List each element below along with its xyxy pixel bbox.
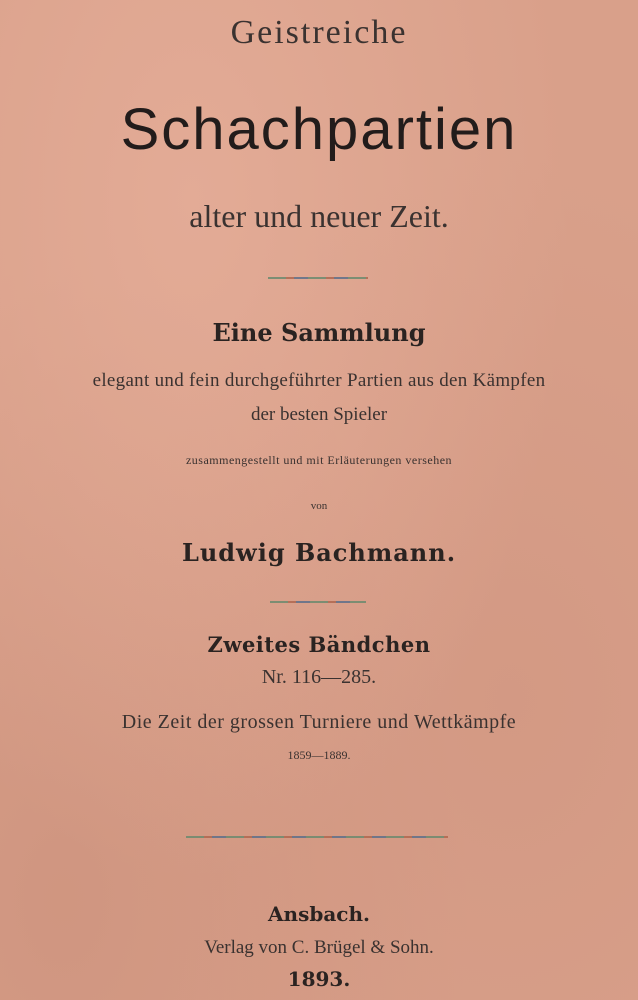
publication-year: 1893. xyxy=(287,967,351,991)
description-line-2: der besten Spieler xyxy=(250,404,388,425)
publication-place: Ansbach. xyxy=(268,902,370,926)
title-line-alter-und-neuer-zeit: alter und neuer Zeit. xyxy=(189,198,449,234)
description-line-1: elegant und fein durchgeführter Partien aus den Kämpfen xyxy=(92,370,546,391)
by-word: von xyxy=(310,500,328,512)
volume-label: Zweites Bändchen xyxy=(207,632,431,657)
compiled-note: zusammengestellt und mit Erläuterungen versehen xyxy=(185,453,453,467)
decorative-rule xyxy=(270,601,366,603)
publisher: Verlag von C. Brügel & Sohn. xyxy=(204,937,434,958)
subtitle-eine-sammlung: Eine Sammlung xyxy=(212,318,426,347)
title-line-geistreiche: Geistreiche xyxy=(230,14,408,51)
volume-years: 1859—1889. xyxy=(287,748,351,762)
volume-subtitle: Die Zeit der grossen Turniere und Wettkämpfe xyxy=(121,711,517,733)
title-main-schachpartien: Schachpartien xyxy=(120,97,518,162)
author-name: Ludwig Bachmann. xyxy=(181,538,457,567)
decorative-rule xyxy=(268,277,368,279)
volume-numbers: Nr. 116—285. xyxy=(261,666,377,688)
decorative-rule xyxy=(186,836,448,838)
